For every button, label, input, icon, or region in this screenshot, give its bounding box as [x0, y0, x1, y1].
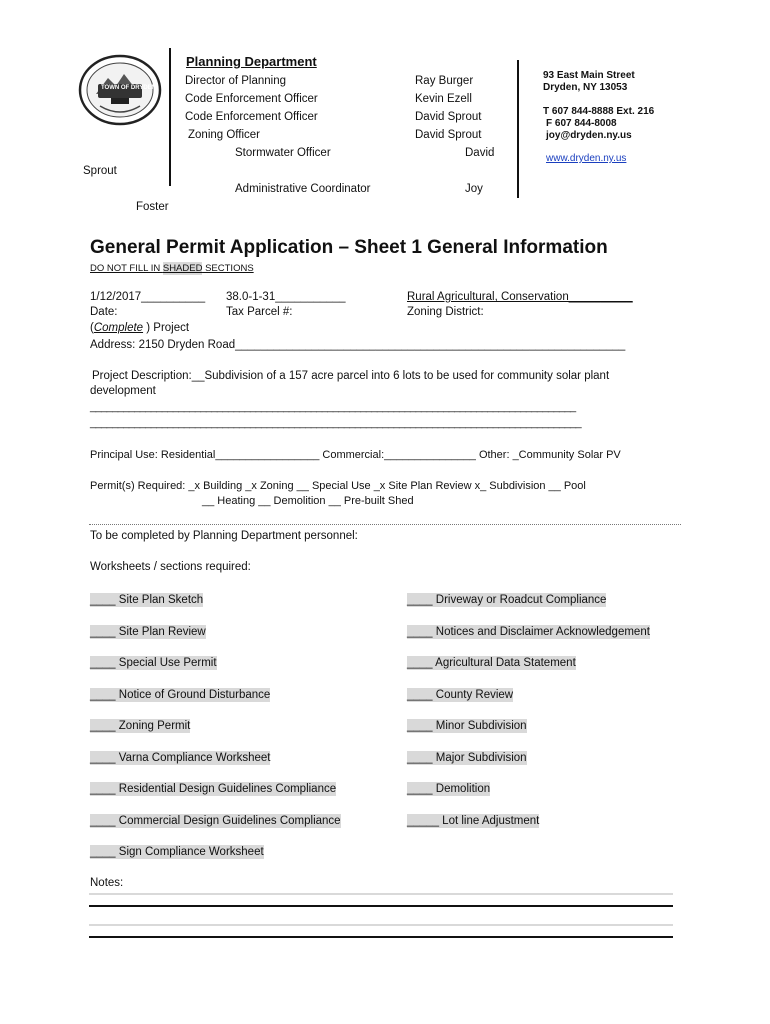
- worksheet-item[interactable]: ____ Residential Design Guidelines Compliance: [90, 783, 337, 795]
- worksheet-item[interactable]: ____ Notices and Disclaimer Acknowledgement: [407, 626, 650, 638]
- dept-title: Planning Department: [186, 54, 317, 69]
- email: joy@dryden.ny.us: [546, 130, 632, 141]
- worksheet-item[interactable]: ____ Zoning Permit: [90, 720, 191, 732]
- fax: F 607 844-8008: [546, 118, 617, 129]
- form-title: General Permit Application – Sheet 1 General Information: [90, 237, 608, 258]
- seal-text: TOWN OF DRYDEN: [101, 85, 156, 91]
- staff-name-wrap: Sprout: [83, 165, 117, 177]
- staff-name: David Sprout: [415, 111, 482, 123]
- tax-parcel-label: Tax Parcel #:: [226, 306, 293, 318]
- notes-line[interactable]: [89, 905, 673, 907]
- worksheet-item[interactable]: ____ Site Plan Review: [90, 626, 206, 638]
- worksheets-heading: Worksheets / sections required:: [90, 561, 251, 573]
- blank-line[interactable]: ________________________________________________________________________________________: [90, 401, 576, 413]
- date-label: Date:: [90, 306, 118, 318]
- staff-role: Stormwater Officer: [235, 147, 331, 159]
- worksheet-item[interactable]: _____ Lot line Adjustment: [407, 815, 540, 827]
- project-complete: Complete: [93, 322, 144, 334]
- worksheet-item[interactable]: ____ County Review: [407, 689, 514, 701]
- address-blank: _____________________________________________________________: [235, 339, 626, 351]
- header-divider-left: [169, 48, 171, 186]
- staff-name: David: [465, 147, 495, 159]
- worksheet-item[interactable]: ____ Site Plan Sketch: [90, 594, 204, 606]
- note-text: DO NOT FILL IN: [90, 263, 163, 274]
- header-divider-right: [517, 60, 519, 198]
- worksheet-item[interactable]: ____ Special Use Permit: [90, 657, 217, 669]
- project-status: [90, 322, 189, 334]
- staff-name: David Sprout: [415, 129, 482, 141]
- zoning-district-label: Zoning District:: [407, 306, 484, 318]
- staff-role: Director of Planning: [185, 75, 286, 87]
- staff-name: Kevin Ezell: [415, 93, 472, 105]
- notes-line[interactable]: [89, 936, 673, 938]
- notes-label: Notes:: [90, 877, 124, 889]
- staff-heading: To be completed by Planning Department personnel:: [90, 530, 358, 542]
- date-field[interactable]: 1/12/2017__________: [90, 291, 206, 303]
- worksheet-item[interactable]: ____ Minor Subdivision: [407, 720, 527, 732]
- address-label: Address: 2150 Dryden Road: [90, 339, 236, 351]
- staff-role: Administrative Coordinator: [235, 183, 371, 195]
- project-address[interactable]: [90, 339, 625, 351]
- website-link[interactable]: www.dryden.ny.us: [546, 153, 627, 164]
- project-label: ) Project: [143, 322, 190, 334]
- worksheet-item[interactable]: ____ Major Subdivision: [407, 752, 527, 764]
- staff-role: Code Enforcement Officer: [185, 93, 318, 105]
- staff-role: Code Enforcement Officer: [185, 111, 318, 123]
- section-divider: [89, 524, 681, 525]
- worksheet-item[interactable]: ____ Driveway or Roadcut Compliance: [407, 594, 607, 606]
- staff-name: Ray Burger: [415, 75, 474, 87]
- note-shaded: SHADED: [162, 263, 203, 274]
- do-not-fill-note: [90, 263, 254, 274]
- worksheet-item[interactable]: ____ Sign Compliance Worksheet: [90, 846, 264, 858]
- staff-role: Zoning Officer: [188, 129, 261, 141]
- note-text: SECTIONS: [202, 263, 254, 274]
- worksheet-item[interactable]: ____ Varna Compliance Worksheet: [90, 752, 271, 764]
- paren: (: [90, 322, 94, 334]
- permits-required-cont[interactable]: __ Heating __ Demolition __ Pre-built Shed: [202, 495, 414, 507]
- phone: T 607 844-8888 Ext. 216: [543, 106, 655, 117]
- staff-name: Joy: [465, 183, 483, 195]
- project-description[interactable]: Project Description:__Subdivision of a 157 acre parcel into 6 lots to be used for community solar plant: [92, 370, 610, 382]
- zoning-district-field[interactable]: Rural Agricultural, Conservation__________: [407, 291, 633, 303]
- town-seal-logo: [78, 48, 162, 132]
- permits-required[interactable]: Permit(s) Required: _x Building _x Zoning __ Special Use _x Site Plan Review x_ Subdivision __ Pool: [90, 480, 586, 492]
- worksheet-item[interactable]: ____ Notice of Ground Disturbance: [90, 689, 271, 701]
- staff-name-wrap: Foster: [136, 201, 169, 213]
- address-line2: Dryden, NY 13053: [543, 82, 628, 93]
- project-description-cont: development: [90, 385, 156, 397]
- blank-line[interactable]: _________________________________________________________________________________________: [90, 417, 582, 429]
- address-line1: 93 East Main Street: [543, 70, 635, 81]
- principal-use[interactable]: Principal Use: Residential_________________ Commercial:_______________ Other: _Community Solar PV: [90, 449, 621, 461]
- tax-parcel-field[interactable]: 38.0-1-31___________: [226, 291, 346, 303]
- worksheet-item[interactable]: ____ Demolition: [407, 783, 491, 795]
- worksheet-item[interactable]: ____ Commercial Design Guidelines Compliance: [90, 815, 341, 827]
- worksheet-item[interactable]: ____ Agricultural Data Statement: [407, 657, 576, 669]
